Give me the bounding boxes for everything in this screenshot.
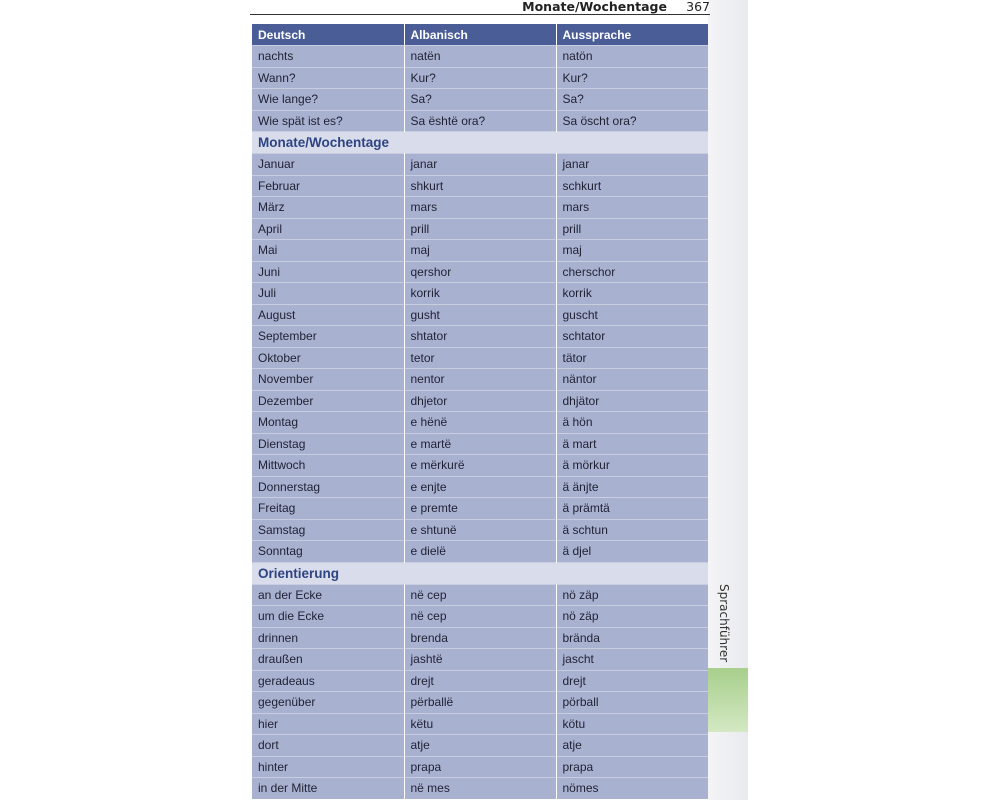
table-row	[252, 519, 708, 541]
cell-aussprache: prapa	[556, 756, 708, 778]
table-row	[252, 110, 708, 132]
cell-albanisch: në cep	[404, 584, 556, 606]
cell-deutsch: geradeaus	[252, 670, 404, 692]
section-title: Monate/Wochentage	[252, 132, 708, 154]
cell-aussprache: mars	[556, 197, 708, 219]
table-body	[252, 46, 708, 799]
cell-aussprache: natön	[556, 46, 708, 68]
cell-aussprache: ä änjte	[556, 476, 708, 498]
cell-aussprache: atje	[556, 735, 708, 757]
cell-deutsch: Sonntag	[252, 541, 404, 563]
cell-aussprache: Sa?	[556, 89, 708, 111]
cell-albanisch: atje	[404, 735, 556, 757]
cell-aussprache: nö zäp	[556, 584, 708, 606]
table-row	[252, 240, 708, 262]
table-row	[252, 735, 708, 757]
column-header-deutsch: Deutsch	[252, 24, 404, 46]
cell-albanisch: prapa	[404, 756, 556, 778]
chapter-thumb-tab	[708, 668, 748, 732]
table-row	[252, 756, 708, 778]
cell-deutsch: Juni	[252, 261, 404, 283]
cell-aussprache: pörball	[556, 692, 708, 714]
section-header-row	[252, 562, 708, 584]
cell-aussprache: korrik	[556, 283, 708, 305]
table-row	[252, 692, 708, 714]
page-edge-index	[708, 0, 748, 800]
cell-aussprache: janar	[556, 154, 708, 176]
cell-albanisch: e enjte	[404, 476, 556, 498]
table-row	[252, 369, 708, 391]
cell-deutsch: Dienstag	[252, 433, 404, 455]
table-row	[252, 433, 708, 455]
cell-aussprache: prill	[556, 218, 708, 240]
table-row	[252, 390, 708, 412]
cell-albanisch: prill	[404, 218, 556, 240]
table-row	[252, 347, 708, 369]
running-head-title: Monate/Wochentage	[522, 0, 667, 14]
table-row	[252, 304, 708, 326]
column-header-aussprache: Aussprache	[556, 24, 708, 46]
cell-albanisch: në cep	[404, 606, 556, 628]
table-row	[252, 713, 708, 735]
table-row	[252, 218, 708, 240]
table-row	[252, 778, 708, 799]
table-row	[252, 326, 708, 348]
cell-aussprache: ä hön	[556, 412, 708, 434]
table-row	[252, 283, 708, 305]
cell-albanisch: Kur?	[404, 67, 556, 89]
column-header-albanisch: Albanisch	[404, 24, 556, 46]
table-row	[252, 67, 708, 89]
table-row	[252, 175, 708, 197]
table-row	[252, 197, 708, 219]
cell-deutsch: Dezember	[252, 390, 404, 412]
cell-albanisch: shkurt	[404, 175, 556, 197]
cell-deutsch: September	[252, 326, 404, 348]
cell-aussprache: ä mörkur	[556, 455, 708, 477]
cell-aussprache: ä mart	[556, 433, 708, 455]
cell-deutsch: nachts	[252, 46, 404, 68]
table-row	[252, 541, 708, 563]
cell-albanisch: Sa?	[404, 89, 556, 111]
cell-albanisch: e hënë	[404, 412, 556, 434]
cell-albanisch: e mërkurë	[404, 455, 556, 477]
cell-albanisch: përballë	[404, 692, 556, 714]
table-row	[252, 606, 708, 628]
cell-aussprache: Sa öscht ora?	[556, 110, 708, 132]
cell-albanisch: brenda	[404, 627, 556, 649]
cell-albanisch: maj	[404, 240, 556, 262]
cell-deutsch: Mittwoch	[252, 455, 404, 477]
section-header-row	[252, 132, 708, 154]
cell-aussprache: näntor	[556, 369, 708, 391]
table-row	[252, 46, 708, 68]
cell-deutsch: Oktober	[252, 347, 404, 369]
cell-deutsch: in der Mitte	[252, 778, 404, 799]
cell-aussprache: ä prämtä	[556, 498, 708, 520]
cell-albanisch: janar	[404, 154, 556, 176]
running-head	[250, 0, 710, 15]
phrase-table	[252, 24, 708, 799]
cell-albanisch: drejt	[404, 670, 556, 692]
page-number: 367	[686, 0, 710, 14]
cell-aussprache: maj	[556, 240, 708, 262]
table-row	[252, 261, 708, 283]
cell-deutsch: draußen	[252, 649, 404, 671]
cell-deutsch: Juli	[252, 283, 404, 305]
cell-albanisch: Sa është ora?	[404, 110, 556, 132]
cell-aussprache: schtator	[556, 326, 708, 348]
cell-deutsch: Wann?	[252, 67, 404, 89]
cell-aussprache: ä djel	[556, 541, 708, 563]
cell-albanisch: mars	[404, 197, 556, 219]
cell-deutsch: November	[252, 369, 404, 391]
cell-albanisch: e dielë	[404, 541, 556, 563]
cell-aussprache: drejt	[556, 670, 708, 692]
table-row	[252, 89, 708, 111]
cell-deutsch: dort	[252, 735, 404, 757]
table-row	[252, 670, 708, 692]
cell-aussprache: nömes	[556, 778, 708, 799]
cell-aussprache: dhjätor	[556, 390, 708, 412]
cell-deutsch: Wie lange?	[252, 89, 404, 111]
cell-aussprache: cherschor	[556, 261, 708, 283]
cell-albanisch: dhjetor	[404, 390, 556, 412]
table-header-row	[252, 24, 708, 46]
table-row	[252, 154, 708, 176]
cell-albanisch: e premte	[404, 498, 556, 520]
cell-deutsch: Januar	[252, 154, 404, 176]
table-row	[252, 627, 708, 649]
cell-albanisch: nentor	[404, 369, 556, 391]
side-tab	[712, 584, 730, 664]
cell-deutsch: Wie spät ist es?	[252, 110, 404, 132]
table-row	[252, 476, 708, 498]
cell-deutsch: März	[252, 197, 404, 219]
cell-aussprache: guscht	[556, 304, 708, 326]
cell-aussprache: Kur?	[556, 67, 708, 89]
cell-deutsch: drinnen	[252, 627, 404, 649]
cell-deutsch: Donnerstag	[252, 476, 404, 498]
cell-deutsch: Montag	[252, 412, 404, 434]
cell-aussprache: schkurt	[556, 175, 708, 197]
cell-aussprache: jascht	[556, 649, 708, 671]
cell-deutsch: Freitag	[252, 498, 404, 520]
cell-albanisch: tetor	[404, 347, 556, 369]
cell-albanisch: jashtë	[404, 649, 556, 671]
cell-deutsch: Mai	[252, 240, 404, 262]
cell-albanisch: qershor	[404, 261, 556, 283]
cell-albanisch: gusht	[404, 304, 556, 326]
side-tab-label: Sprachführer	[717, 584, 731, 663]
cell-deutsch: August	[252, 304, 404, 326]
cell-albanisch: shtator	[404, 326, 556, 348]
table-row	[252, 649, 708, 671]
cell-albanisch: në mes	[404, 778, 556, 799]
cell-aussprache: tätor	[556, 347, 708, 369]
section-title: Orientierung	[252, 562, 708, 584]
table-row	[252, 584, 708, 606]
cell-albanisch: këtu	[404, 713, 556, 735]
table-row	[252, 498, 708, 520]
table-row	[252, 412, 708, 434]
cell-deutsch: Samstag	[252, 519, 404, 541]
cell-aussprache: ä schtun	[556, 519, 708, 541]
cell-aussprache: brända	[556, 627, 708, 649]
cell-aussprache: nö zäp	[556, 606, 708, 628]
cell-deutsch: an der Ecke	[252, 584, 404, 606]
cell-deutsch: hinter	[252, 756, 404, 778]
cell-deutsch: um die Ecke	[252, 606, 404, 628]
cell-albanisch: korrik	[404, 283, 556, 305]
cell-deutsch: Februar	[252, 175, 404, 197]
cell-albanisch: natën	[404, 46, 556, 68]
cell-aussprache: kötu	[556, 713, 708, 735]
table-row	[252, 455, 708, 477]
cell-albanisch: e shtunë	[404, 519, 556, 541]
cell-deutsch: gegenüber	[252, 692, 404, 714]
cell-albanisch: e martë	[404, 433, 556, 455]
cell-deutsch: April	[252, 218, 404, 240]
cell-deutsch: hier	[252, 713, 404, 735]
